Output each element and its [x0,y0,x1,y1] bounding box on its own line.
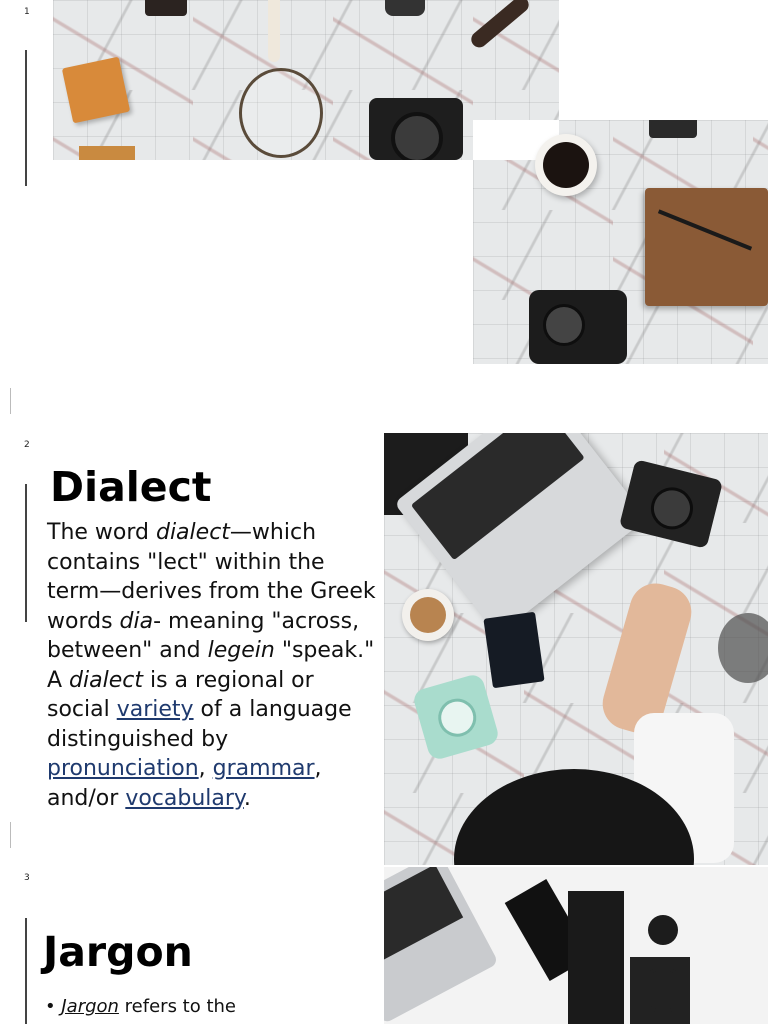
jargon-term: Jargon [61,996,119,1017]
slide-number: 3 [24,873,30,883]
body-text-run: "speak." A [47,638,375,693]
camera-object [619,459,723,549]
body-text-run: of a language distinguished by [47,697,352,752]
body-text-run: . [243,785,251,811]
slide-accent-bar [25,50,27,186]
variety-link[interactable]: variety [116,697,194,722]
box-object [79,146,135,160]
instant-camera-object [411,672,500,761]
matchbox-object [62,57,130,124]
laptop-object [384,867,499,1024]
leather-notebook-object [645,188,768,306]
sunglasses-object [718,613,768,683]
body-text-run: , and/or [47,756,322,811]
italic-term: dialect [155,520,230,545]
grammar-link[interactable]: grammar [212,756,315,781]
vintage-camera-object [529,290,627,364]
italic-term: dia [119,608,154,634]
body-text-run: - meaning "across, between" and [47,608,360,663]
magnifier-handle [268,0,280,62]
camera-object [369,98,463,160]
glasses-object [640,967,686,1013]
slide-accent-bar [25,484,27,622]
notebook-object [568,891,624,1024]
bullet-item [45,996,236,1017]
italic-term: dialect [69,667,143,693]
coffee-cup-object [535,134,597,196]
slide-accent-bar [25,918,27,1024]
wallet-object [649,120,697,138]
vocabulary-link[interactable]: vocabulary [125,785,244,811]
pronunciation-link[interactable]: pronunciation [47,756,199,781]
bullet-text-run: refers to the [118,996,236,1017]
slide-number: 1 [24,7,30,17]
body-text-run: —which contains "lect" within the term—derives from the Greek words [47,520,376,634]
notebook-object [145,0,187,16]
slide-divider [10,388,11,414]
italic-term: legein [207,638,275,663]
magnifying-glass-object [239,68,323,158]
slide-title: Jargon [43,928,193,976]
compact-object [648,915,678,945]
slide-divider [10,822,11,848]
body-text-run: is a regional or social [47,667,314,722]
body-text-run: The word [47,520,156,545]
slide-title: Dialect [50,463,212,511]
coffee-cup-object [402,589,454,641]
slide-number: 2 [24,440,30,450]
pipe-object [468,0,532,51]
bullet-marker: • [45,996,56,1017]
desk-flatlay-photo [384,867,768,1024]
travel-map-photo-right [473,120,768,364]
laptop-map-photo [384,433,768,865]
body-text-run: , [198,756,213,781]
lens-object [385,0,425,16]
passport-object [483,612,544,689]
slide-body-text [47,518,383,813]
